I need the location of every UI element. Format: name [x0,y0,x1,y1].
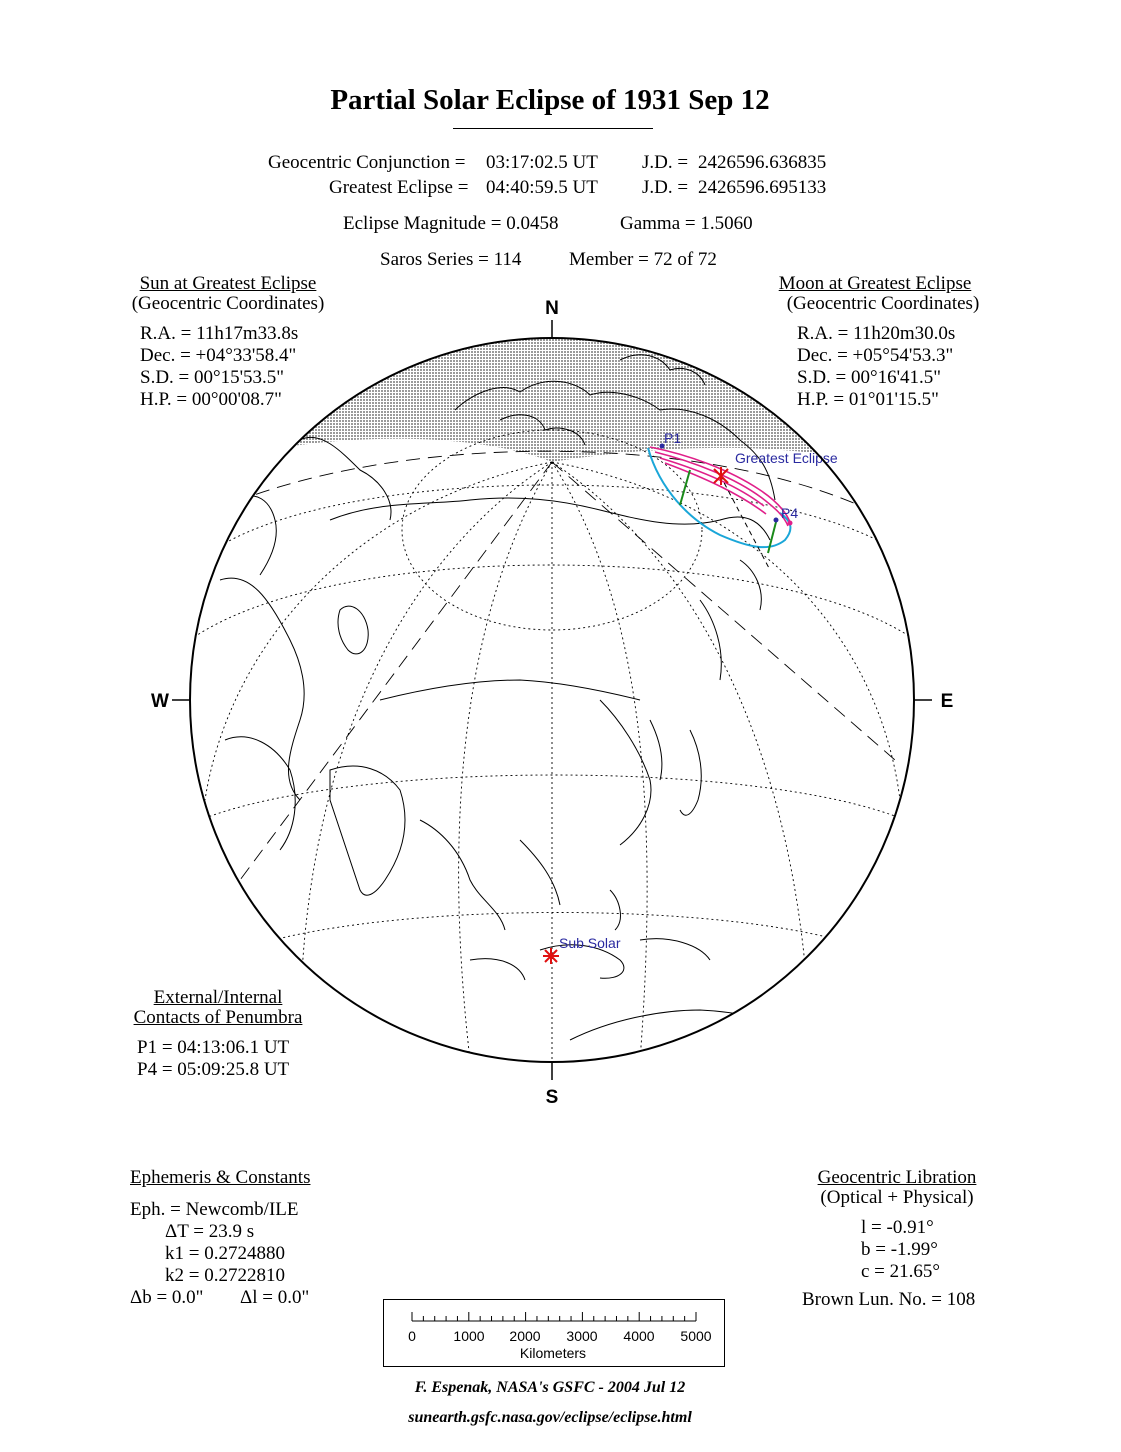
libration-l: l = -0.91° [861,1217,934,1238]
contact-p1: P1 = 04:13:06.1 UT [137,1037,290,1058]
moon-dec: Dec. = +05°54'53.3" [797,345,954,366]
ephemeris-delta-b: Δb = 0.0" [130,1287,204,1308]
footer-credit: F. Espenak, NASA's GSFC - 2004 Jul 12 [414,1379,686,1396]
sun-heading: Sun at Greatest Eclipse [139,273,317,294]
sun-subheading: (Geocentric Coordinates) [131,293,325,314]
saros-member: Member = 72 of 72 [569,249,717,270]
coastlines [220,355,790,1040]
scale-tick-label-4000: 4000 [623,1328,655,1344]
libration-b: b = -1.99° [861,1239,938,1260]
compass-west: W [151,691,169,712]
greatest-eclipse-label: Greatest Eclipse [735,450,838,466]
greatest-eclipse-time: 04:40:59.5 UT [486,177,598,198]
libration-c: c = 21.65° [861,1261,940,1282]
scale-bar [383,1299,725,1367]
ephemeris-k1: k1 = 0.2724880 [165,1243,285,1264]
scale-tick-label-3000: 3000 [566,1328,598,1344]
scale-tick-label-1000: 1000 [453,1328,485,1344]
ephemeris-delta-t: ΔT = 23.9 s [165,1221,255,1242]
p4-limit-marker [788,521,793,526]
sun-sd: S.D. = 00°15'53.5" [140,367,285,388]
compass-south: S [545,1087,559,1108]
conjunction-label: Geocentric Conjunction = [268,152,466,173]
moon-hp: H.P. = 01°01'15.5" [797,389,939,410]
p1-label: P1 [664,430,682,446]
libration-heading: Geocentric Libration [817,1167,977,1188]
eclipse-magnitude: Eclipse Magnitude = 0.0458 [343,213,559,234]
moon-sd: S.D. = 00°16'41.5" [797,367,942,388]
sub-solar-marker [543,948,559,964]
sun-ra: R.A. = 11h17m33.8s [140,323,299,344]
contact-p4: P4 = 05:09:25.8 UT [137,1059,290,1080]
sun-dec: Dec. = +04°33'58.4" [140,345,297,366]
ephemeris-k2: k2 = 0.2722810 [165,1265,285,1286]
greatest-eclipse-jd: 2426596.695133 [698,177,827,198]
p4-marker [774,518,779,523]
p4-label: P4 [781,505,799,521]
moon-heading: Moon at Greatest Eclipse [778,273,972,294]
conjunction-jd-label: J.D. = [642,152,689,173]
ephemeris-heading: Ephemeris & Constants [130,1167,311,1188]
ephemeris-eph: Eph. = Newcomb/ILE [130,1199,299,1220]
sun-hp: H.P. = 00°00'08.7" [140,389,282,410]
compass-east: E [940,691,954,712]
page-title: Partial Solar Eclipse of 1931 Sep 12 [330,84,770,116]
conjunction-jd: 2426596.636835 [698,152,827,173]
brown-lunation: Brown Lun. No. = 108 [802,1289,976,1310]
compass-north: N [545,298,559,319]
greatest-eclipse-track [720,475,770,570]
gamma: Gamma = 1.5060 [620,213,753,234]
saros-series: Saros Series = 114 [380,249,522,270]
scale-tick-label-2000: 2000 [509,1328,541,1344]
greatest-eclipse-label: Greatest Eclipse = [329,177,469,198]
footer-url: sunearth.gsfc.nasa.gov/eclipse/eclipse.html [408,1409,692,1426]
scale-tick-label-0: 0 [408,1328,416,1344]
libration-subheading: (Optical + Physical) [820,1187,974,1208]
greatest-eclipse-jd-label: J.D. = [642,177,689,198]
ephemeris-delta-l: Δl = 0.0" [240,1287,310,1308]
scale-unit: Kilometers [519,1345,587,1361]
scale-tick-label-5000: 5000 [680,1328,712,1344]
graticule [190,430,915,1062]
contacts-heading-1: External/Internal [153,987,283,1008]
moon-ra: R.A. = 11h20m30.0s [797,323,956,344]
sub-solar-label: Sub Solar [559,935,621,951]
conjunction-time: 03:17:02.5 UT [486,152,598,173]
moon-subheading: (Geocentric Coordinates) [786,293,980,314]
contacts-heading-2: Contacts of Penumbra [133,1007,303,1028]
